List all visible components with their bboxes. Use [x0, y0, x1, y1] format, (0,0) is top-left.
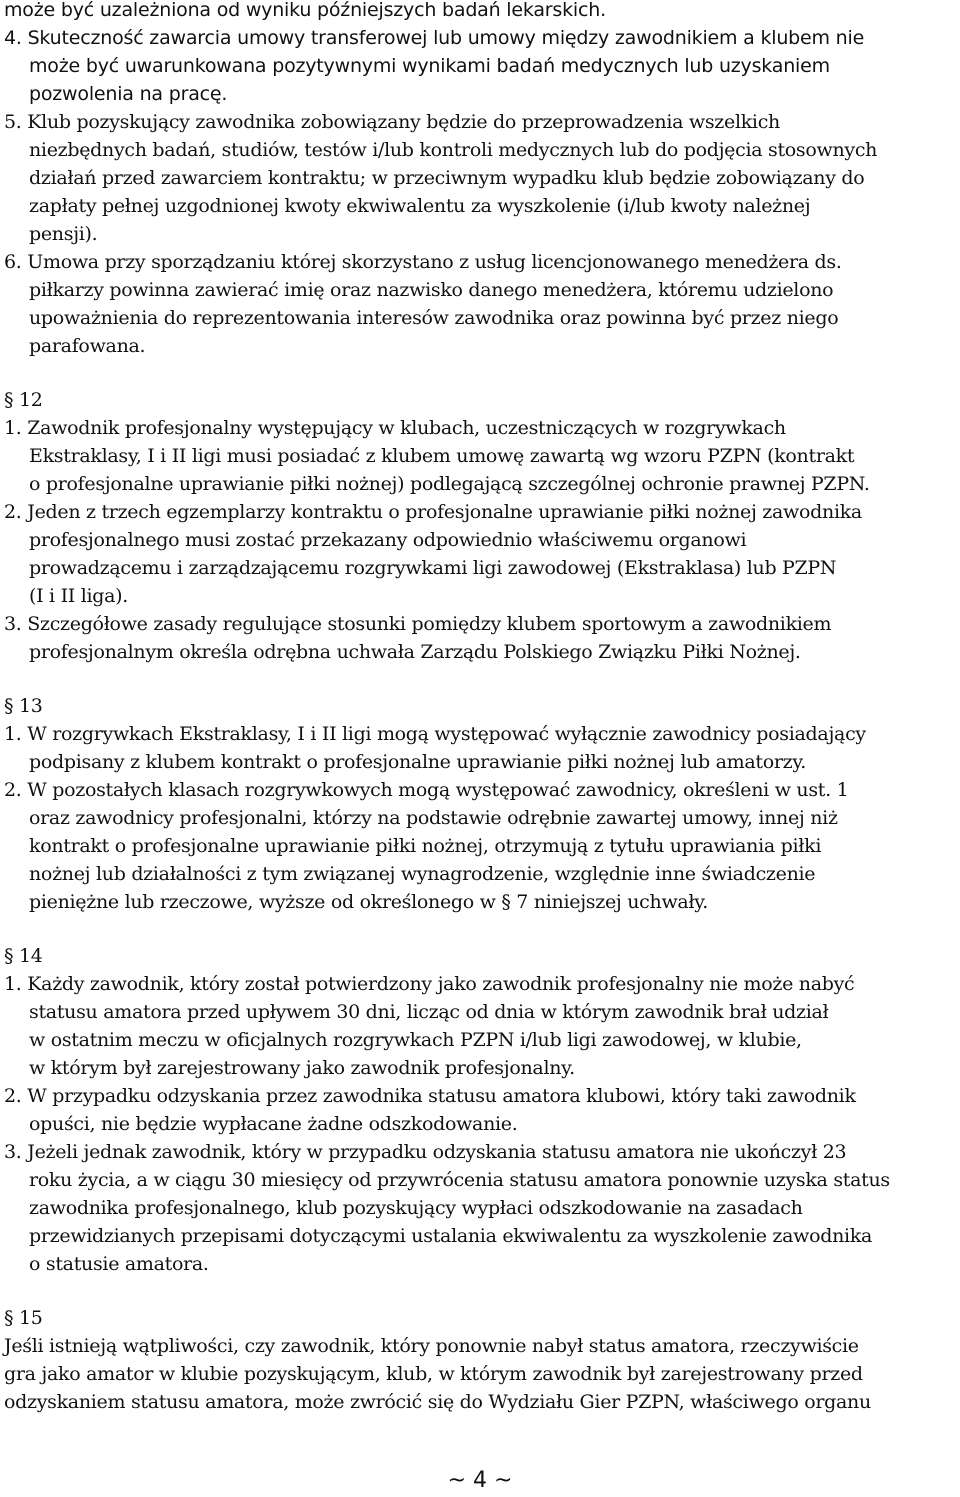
- text-line: w ostatnim meczu w oficjalnych rozgrywkach PZPN i/lub ligi zawodowej, w klubie,: [29, 1029, 802, 1051]
- text-line: prowadzącemu i zarządzającemu rozgrywkami ligi zawodowej (Ekstraklasa) lub PZPN: [29, 557, 837, 579]
- text-line: 1. Każdy zawodnik, który został potwierdzony jako zawodnik profesjonalny nie może nabyć: [4, 973, 855, 995]
- text-line: piłkarzy powinna zawierać imię oraz nazwisko danego menedżera, któremu udzielono: [29, 279, 834, 301]
- text-line: 2. Jeden z trzech egzemplarzy kontraktu o profesjonalne uprawianie piłki nożnej zawodnika: [4, 501, 862, 523]
- section-heading: § 14: [4, 945, 43, 967]
- text-line: nożnej lub działalności z tym związanej wynagrodzenie, względnie inne świadczenie: [29, 863, 816, 885]
- text-line: przewidzianych przepisami dotyczącymi ustalania ekwiwalentu za wyszkolenie zawodnika: [29, 1225, 873, 1247]
- text-line: opuści, nie będzie wypłacane żadne odszkodowanie.: [29, 1113, 518, 1135]
- text-line: oraz zawodnicy profesjonalni, którzy na podstawie odrębnie zawartej umowy, innej niż: [29, 807, 838, 829]
- text-line: gra jako amator w klubie pozyskującym, klub, w którym zawodnik był zarejestrowany przed: [4, 1363, 863, 1385]
- text-line: 2. W przypadku odzyskania przez zawodnika statusu amatora klubowi, który taki zawodnik: [4, 1085, 856, 1107]
- text-line: statusu amatora przed upływem 30 dni, licząc od dnia w którym zawodnik brał udział: [29, 1001, 829, 1023]
- text-line: 2. W pozostałych klasach rozgrywkowych mogą występować zawodnicy, określeni w ust. 1: [4, 779, 849, 801]
- text-line: 3. Szczegółowe zasady regulujące stosunki pomiędzy klubem sportowym a zawodnikiem: [4, 613, 832, 635]
- section-heading: § 12: [4, 389, 43, 411]
- text-line: podpisany z klubem kontrakt o profesjonalne uprawianie piłki nożnej lub amatorzy.: [29, 751, 807, 773]
- text-line: kontrakt o profesjonalne uprawianie piłki nożnej, otrzymują z tytułu uprawiania piłki: [29, 835, 822, 857]
- text-line: może być uzależniona od wyniku późniejszych badań lekarskich.: [4, 0, 606, 21]
- text-line: odzyskaniem statusu amatora, może zwrócić się do Wydziału Gier PZPN, właściwego organu: [4, 1391, 871, 1413]
- text-line: o statusie amatora.: [29, 1253, 209, 1275]
- page-number: ~ 4 ~: [447, 1468, 513, 1493]
- text-line: pensji).: [29, 223, 98, 245]
- text-line: (I i II liga).: [29, 585, 129, 607]
- text-line: profesjonalnego musi zostać przekazany odpowiednio właściwemu organowi: [29, 529, 747, 551]
- text-line: parafowana.: [29, 335, 146, 357]
- text-line: Jeśli istnieją wątpliwości, czy zawodnik, który ponownie nabył status amatora, rzeczywiście: [4, 1335, 859, 1357]
- text-line: zapłaty pełnej uzgodnionej kwoty ekwiwalentu za wyszkolenie (i/lub kwoty należnej: [29, 195, 811, 217]
- text-line: roku życia, a w ciągu 30 miesięcy od przywrócenia statusu amatora ponownie uzyska status: [29, 1169, 890, 1191]
- text-line: upoważnienia do reprezentowania interesów zawodnika oraz powinna być przez niego: [29, 307, 839, 329]
- text-line: pozwolenia na pracę.: [29, 83, 228, 105]
- section-heading: § 13: [4, 695, 43, 717]
- text-line: 4. Skuteczność zawarcia umowy transferowej lub umowy między zawodnikiem a klubem nie: [4, 27, 865, 49]
- text-line: zawodnika profesjonalnego, klub pozyskujący wypłaci odszkodowanie na zasadach: [29, 1197, 803, 1219]
- text-line: 1. W rozgrywkach Ekstraklasy, I i II ligi mogą występować wyłącznie zawodnicy posiadający: [4, 723, 866, 745]
- text-line: 1. Zawodnik profesjonalny występujący w klubach, uczestniczących w rozgrywkach: [4, 417, 786, 439]
- text-line: niezbędnych badań, studiów, testów i/lub kontroli medycznych lub do podjęcia stosownych: [29, 139, 878, 161]
- text-line: pieniężne lub rzeczowe, wyższe od określonego w § 7 niniejszej uchwały.: [29, 891, 708, 913]
- text-line: Ekstraklasy, I i II ligi musi posiadać z klubem umowę zawartą wg wzoru PZPN (kontrakt: [29, 445, 855, 467]
- text-line: 3. Jeżeli jednak zawodnik, który w przypadku odzyskania statusu amatora nie ukończył 23: [4, 1141, 847, 1163]
- text-line: 6. Umowa przy sporządzaniu której skorzystano z usług licencjonowanego menedżera ds.: [4, 251, 842, 273]
- text-line: profesjonalnym określa odrębna uchwała Zarządu Polskiego Związku Piłki Nożnej.: [29, 641, 801, 663]
- text-line: może być uwarunkowana pozytywnymi wynikami badań medycznych lub uzyskaniem: [29, 55, 830, 77]
- text-line: o profesjonalne uprawianie piłki nożnej) podlegającą szczególnej ochronie prawnej PZPN.: [29, 473, 870, 495]
- text-line: 5. Klub pozyskujący zawodnika zobowiązany będzie do przeprowadzenia wszelkich: [4, 111, 780, 133]
- text-line: działań przed zawarciem kontraktu; w przeciwnym wypadku klub będzie zobowiązany do: [29, 167, 865, 189]
- text-line: w którym był zarejestrowany jako zawodnik profesjonalny.: [29, 1057, 575, 1079]
- section-heading: § 15: [4, 1307, 43, 1329]
